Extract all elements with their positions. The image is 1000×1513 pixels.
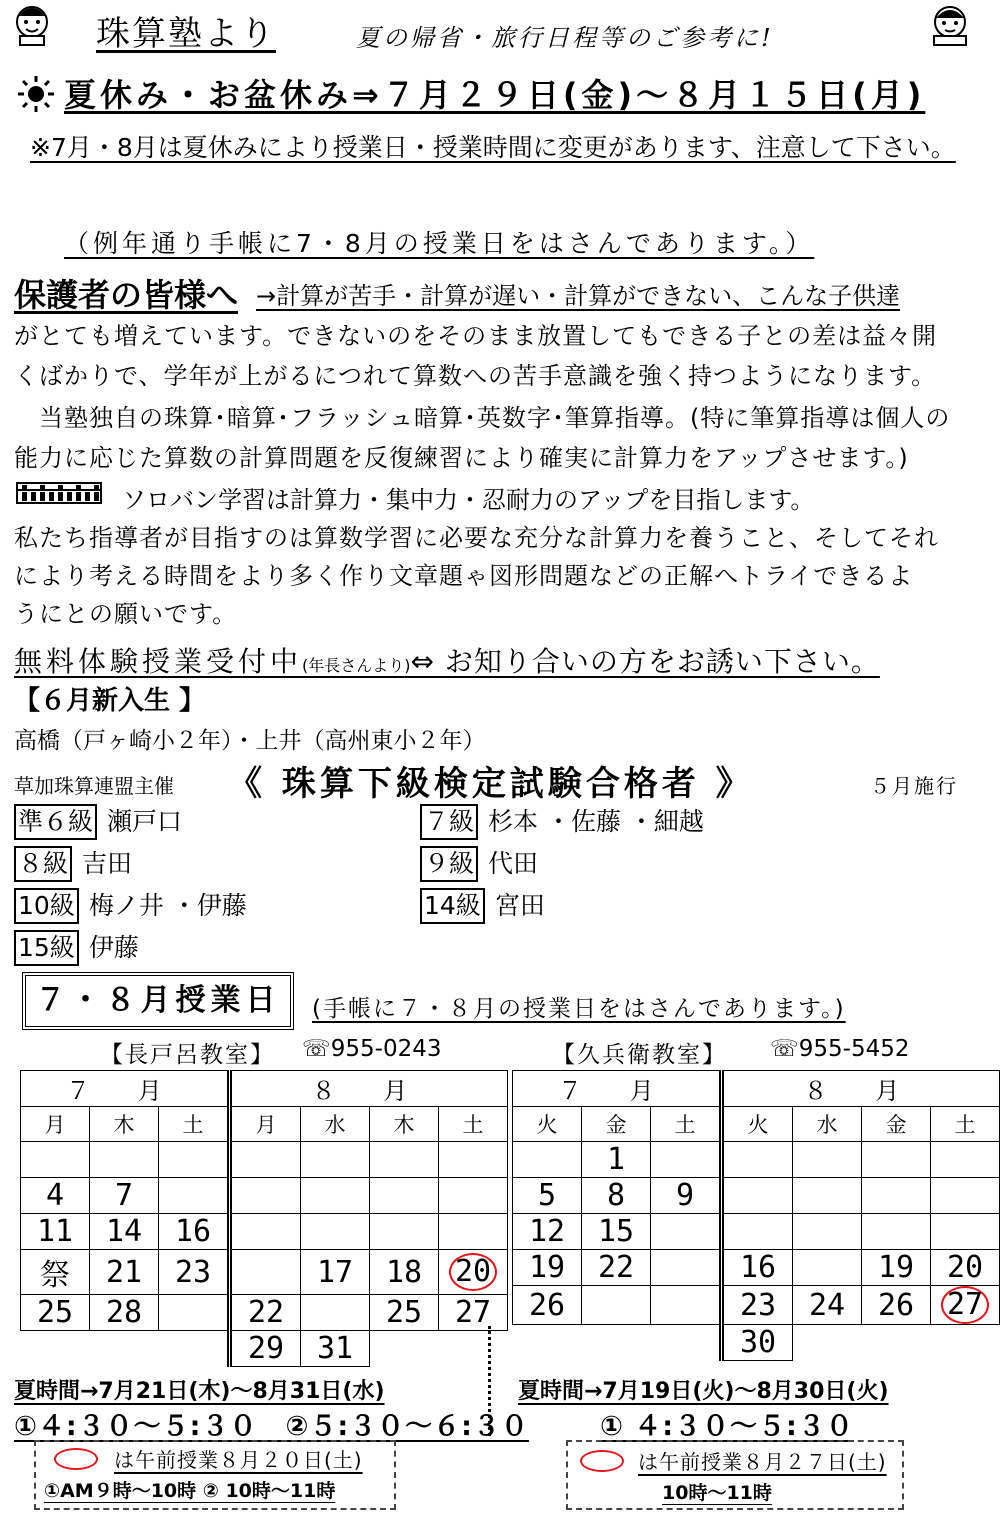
day-cell (862, 1214, 931, 1250)
class-slots-nagatoro: ①４:３０～５:３０ ②５:３０～６:３０ (14, 1411, 529, 1442)
day-cell (931, 1178, 1000, 1214)
day-cell (370, 1178, 439, 1214)
red-circle-icon (580, 1450, 624, 1472)
day-cell: 22 (582, 1250, 651, 1286)
day-cell (931, 1142, 1000, 1178)
am-circle-marker: 20 (449, 1253, 497, 1291)
day-cell (722, 1142, 793, 1178)
am-note-box (566, 1440, 904, 1510)
free-trial-text: 無料体験授業受付中 (14, 645, 303, 678)
month-header: ７ 月 (513, 1071, 722, 1107)
month-header: ８ 月 (722, 1071, 1000, 1107)
schedule-note: (手帳に７・８月の授業日をはさんであります。) (312, 996, 846, 1022)
day-cell: 20 (931, 1250, 1000, 1286)
day-cell: 25 (370, 1295, 439, 1331)
free-trial-age: (年長さんより) (302, 656, 411, 675)
class-slots-kyubee: ① ４:３０～５:３０ (600, 1411, 854, 1442)
schedule-heading: ７・８月授業日 (35, 983, 281, 1018)
day-cell: 18 (370, 1250, 439, 1295)
holiday-period: 夏休み・お盆休み⇒７月２９日(金)～８月１５日(月) (64, 76, 926, 114)
day-cell (301, 1214, 370, 1250)
room-name: 【長戸呂教室】 (100, 1042, 275, 1068)
grade-names: 瀬戸口 (107, 807, 183, 836)
grade-level: 14級 (420, 888, 485, 924)
day-cell (793, 1142, 862, 1178)
day-cell (651, 1250, 722, 1286)
exam-sponsor: 草加珠算連盟主催 (14, 774, 174, 798)
room-phone: ☏955-5452 (770, 1036, 910, 1062)
exam-title: 《 珠算下級検定試験合格者 》 (228, 764, 754, 804)
day-cell: 26 (513, 1286, 582, 1325)
grade-level: 15級 (14, 930, 79, 966)
parents-heading: 保護者の皆様へ (14, 276, 239, 314)
day-cell: 16 (159, 1214, 230, 1250)
weekday-header: 土 (931, 1107, 1000, 1142)
day-cell (651, 1214, 722, 1250)
day-cell (21, 1142, 90, 1178)
day-cell: 21 (90, 1250, 159, 1295)
day-cell (159, 1295, 230, 1331)
grade-row (420, 886, 545, 924)
parents-line-7: 私たち指導者が目指すのは算数学習に必要な充分な計算力を養うこと、そしてそれ (14, 524, 939, 552)
day-cell: 17 (301, 1250, 370, 1295)
day-cell (862, 1178, 931, 1214)
weekday-header: 水 (301, 1107, 370, 1142)
day-cell-am (931, 1286, 1000, 1325)
day-cell: 22 (230, 1295, 301, 1331)
parents-line-3: くばかりで、学年が上がるにつれて算数への苦手意識を強く持つようになります。 (14, 362, 937, 390)
room-name: 【久兵衛教室】 (552, 1042, 727, 1068)
grade-names: 杉本 ・佐藤 ・細越 (488, 807, 704, 836)
grade-row (14, 844, 132, 882)
grade-names: 吉田 (82, 849, 133, 878)
day-cell (159, 1178, 230, 1214)
day-cell (651, 1142, 722, 1178)
day-cell: 19 (513, 1250, 582, 1286)
newsletter-subtitle: 夏の帰省・旅行日程等のご参考に! (356, 24, 774, 52)
am-circle-marker: 27 (941, 1286, 989, 1324)
weekday-header: 木 (90, 1107, 159, 1142)
grade-level: 10級 (14, 888, 79, 924)
parents-line-2: がとても増えています。できないのをそのまま放置してもできる子との差は益々開 (14, 322, 938, 350)
day-cell: 27 (439, 1295, 508, 1331)
weekday-header: 水 (793, 1107, 862, 1142)
grade-level: ９級 (420, 846, 478, 882)
grade-row (14, 928, 139, 966)
grade-names: 伊藤 (88, 933, 139, 962)
day-cell (722, 1214, 793, 1250)
weekday-header: 金 (862, 1107, 931, 1142)
sun-icon (16, 74, 56, 114)
day-cell (793, 1250, 862, 1286)
free-trial (14, 640, 880, 680)
weekday-header: 月 (21, 1107, 90, 1142)
weekday-header: 火 (722, 1107, 793, 1142)
day-cell: 11 (21, 1214, 90, 1250)
room-phone: ☏955-0243 (302, 1036, 442, 1062)
am-note-box (34, 1440, 396, 1510)
day-cell: 23 (722, 1286, 793, 1325)
day-cell: 1 (582, 1142, 651, 1178)
new-students-names: 高橋（戸ヶ崎小２年）・上井（高州東小２年） (14, 728, 486, 754)
day-cell (370, 1142, 439, 1178)
day-cell (651, 1286, 722, 1325)
newsletter-title: 珠算塾より (96, 14, 276, 54)
weekday-header: 金 (582, 1107, 651, 1142)
calendar-kyubee (512, 1070, 1000, 1361)
day-cell (230, 1250, 301, 1295)
exam-date: ５月施行 (870, 774, 958, 798)
mascot-icon (10, 2, 54, 46)
day-cell (90, 1142, 159, 1178)
grade-row (420, 844, 538, 882)
parents-line-6: ソロバン学習は計算力・集中力・忍耐力のアップを目指します。 (122, 486, 815, 514)
planner-note: （例年通り手帳に7・8月の授業日をはさんであります。） (64, 229, 815, 258)
day-cell: 5 (513, 1178, 582, 1214)
day-cell (230, 1214, 301, 1250)
am-times: ①AM９時～10時 ② 10時～11時 (44, 1480, 336, 1502)
grade-names: 梅ノ井 ・伊藤 (88, 891, 247, 920)
day-cell: 31 (301, 1331, 370, 1367)
mascot-icon (928, 2, 972, 46)
am-note-text: は午前授業８月２０日(土) (114, 1448, 363, 1472)
abacus-icon (16, 482, 102, 504)
day-cell: 19 (862, 1250, 931, 1286)
weekday-header: 月 (230, 1107, 301, 1142)
red-circle-icon (54, 1448, 98, 1470)
day-cell: 29 (230, 1331, 301, 1367)
weekday-header: 木 (370, 1107, 439, 1142)
day-cell: 30 (722, 1325, 793, 1361)
grade-names: 宮田 (494, 891, 545, 920)
day-cell (370, 1214, 439, 1250)
day-cell: 25 (21, 1295, 90, 1331)
summer-time-kyubee: 夏時間→7月19日(火)～8月30日(火) (518, 1379, 889, 1404)
day-cell: 8 (582, 1178, 651, 1214)
am-times: 10時～11時 (662, 1482, 772, 1504)
day-cell: 24 (793, 1286, 862, 1325)
day-cell (862, 1142, 931, 1178)
parents-line-5: 能力に応じた算数の計算問題を反復練習により確実に計算力をアップさせます。) (14, 444, 909, 472)
day-cell: 16 (722, 1250, 793, 1286)
schedule-change-notice: ※7月・8月は夏休みにより授業日・授業時間に変更があります、注意して下さい。 (30, 133, 956, 162)
day-cell (301, 1295, 370, 1331)
day-cell (793, 1178, 862, 1214)
day-cell: 7 (90, 1178, 159, 1214)
day-cell (439, 1142, 508, 1178)
day-cell (230, 1142, 301, 1178)
calendar-nagatoro (20, 1070, 508, 1367)
day-cell (513, 1142, 582, 1178)
day-cell (230, 1178, 301, 1214)
day-cell (793, 1214, 862, 1250)
day-cell: 28 (90, 1295, 159, 1331)
day-cell (722, 1178, 793, 1214)
day-cell (301, 1178, 370, 1214)
grade-level: 準６級 (14, 804, 97, 840)
month-header: ８ 月 (230, 1071, 508, 1107)
summer-time-nagatoro: 夏時間→7月21日(木)～8月31日(水) (14, 1379, 385, 1404)
day-cell: 祭 (21, 1250, 90, 1295)
grade-names: 代田 (488, 849, 539, 878)
day-cell-am (439, 1250, 508, 1295)
day-cell: 4 (21, 1178, 90, 1214)
day-cell: 26 (862, 1286, 931, 1325)
grade-level: ７級 (420, 804, 478, 840)
day-cell: 12 (513, 1214, 582, 1250)
weekday-header: 火 (513, 1107, 582, 1142)
schedule-heading-box (22, 972, 294, 1030)
parents-line-9: うにとの願いです。 (14, 600, 238, 628)
day-cell (439, 1214, 508, 1250)
parents-line-1: →計算が苦手・計算が遅い・計算ができない、こんな子供達 (256, 282, 901, 310)
new-students-heading: 【６月新入生 】 (14, 686, 206, 716)
grade-row (420, 802, 704, 840)
day-cell: 15 (582, 1214, 651, 1250)
day-cell: 23 (159, 1250, 230, 1295)
grade-level: ８級 (14, 846, 72, 882)
parents-line-8: により考える時間をより多く作り文章題ゃ図形問題などの正解へトライできるよ (14, 562, 914, 590)
parents-line-4: 当塾独自の珠算･暗算･フラッシュ暗算･英数字･筆算指導。(特に筆算指導は個人の (14, 404, 951, 432)
day-cell (159, 1142, 230, 1178)
month-header: ７ 月 (21, 1071, 230, 1107)
day-cell: 14 (90, 1214, 159, 1250)
weekday-header: 土 (159, 1107, 230, 1142)
day-cell (931, 1214, 1000, 1250)
grade-row (14, 802, 182, 840)
free-trial-invite: ⇔ お知り合いの方をお誘い下さい。 (410, 645, 880, 678)
day-cell (439, 1178, 508, 1214)
am-note-text: は午前授業８月２７日(土) (638, 1450, 887, 1474)
day-cell: 9 (651, 1178, 722, 1214)
day-cell (301, 1142, 370, 1178)
weekday-header: 土 (439, 1107, 508, 1142)
weekday-header: 土 (651, 1107, 722, 1142)
day-cell (582, 1286, 651, 1325)
grade-row (14, 886, 247, 924)
